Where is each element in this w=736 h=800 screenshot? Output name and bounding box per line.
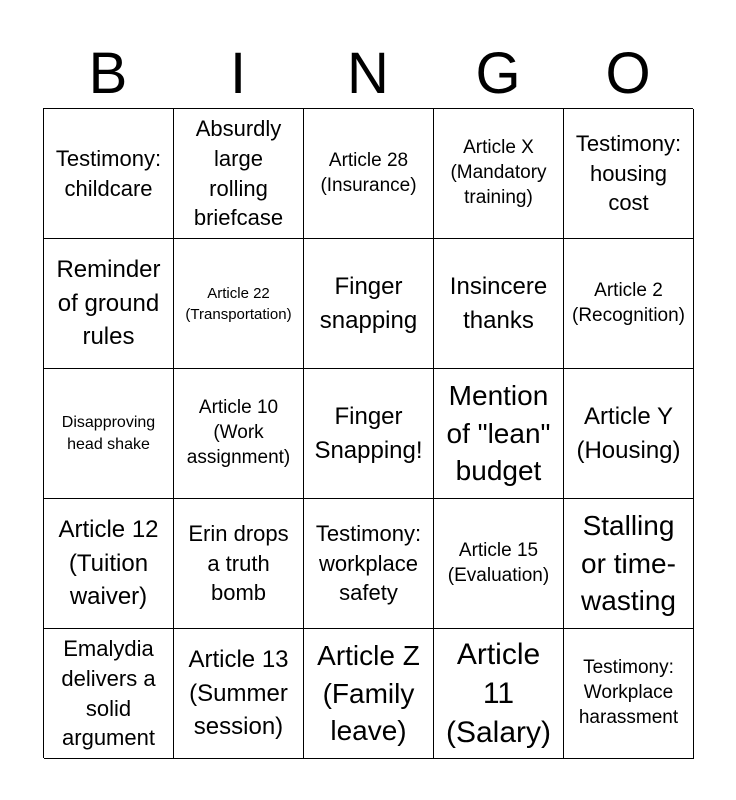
cell-label: Article Z (Family leave) bbox=[317, 639, 420, 747]
cell-label: Article X (Mandatory training) bbox=[450, 137, 547, 208]
cell-label: Reminder of ground rules bbox=[56, 256, 161, 351]
cell-label: Testimony: Workplace harassment bbox=[578, 657, 679, 728]
cell-label: Article 15 (Evaluation) bbox=[447, 539, 550, 586]
cell-label: Article 12 (Tuition waiver) bbox=[58, 516, 159, 611]
cell-label: Finger Snapping! bbox=[314, 402, 423, 464]
header-letter-b: B bbox=[88, 41, 128, 106]
bingo-cell[interactable] bbox=[564, 109, 694, 239]
cell-label: Testimony: housing cost bbox=[575, 130, 682, 216]
cell-label: Erin drops a truth bomb bbox=[188, 520, 289, 606]
cell-label: Article 22 (Transportation) bbox=[185, 284, 292, 323]
cell-label: Article 13 (Summer session) bbox=[188, 646, 289, 741]
cell-label: Stalling or time- wasting bbox=[581, 509, 676, 617]
cell-label: Testimony: workplace safety bbox=[315, 520, 422, 606]
bingo-cell[interactable] bbox=[564, 239, 694, 369]
bingo-cell[interactable] bbox=[44, 629, 174, 759]
bingo-board bbox=[43, 108, 693, 758]
bingo-cell[interactable] bbox=[564, 629, 694, 759]
cell-label: Article 10 (Work assignment) bbox=[186, 397, 291, 468]
cell-label: Article 28 (Insurance) bbox=[320, 149, 417, 196]
bingo-cell[interactable] bbox=[304, 629, 434, 759]
bingo-cell[interactable] bbox=[434, 629, 564, 759]
bingo-cell[interactable] bbox=[304, 369, 434, 499]
cell-label: Article Y (Housing) bbox=[576, 402, 681, 464]
cell-label: Disapproving head shake bbox=[61, 413, 156, 453]
bingo-cell[interactable] bbox=[44, 369, 174, 499]
header-letter-o: O bbox=[605, 41, 651, 106]
bingo-cell[interactable] bbox=[174, 239, 304, 369]
bingo-cell[interactable] bbox=[174, 369, 304, 499]
cell-label: Mention of "lean" budget bbox=[446, 379, 551, 487]
bingo-cell[interactable] bbox=[44, 109, 174, 239]
bingo-cell[interactable] bbox=[44, 239, 174, 369]
bingo-cell[interactable] bbox=[44, 499, 174, 629]
header-letter-n: N bbox=[347, 41, 389, 106]
bingo-cell[interactable] bbox=[434, 499, 564, 629]
bingo-header bbox=[43, 40, 693, 108]
bingo-cell[interactable] bbox=[434, 239, 564, 369]
cell-label: Finger snapping bbox=[319, 272, 418, 334]
cell-label: Absurdly large rolling briefcase bbox=[193, 116, 284, 231]
bingo-cell[interactable] bbox=[434, 369, 564, 499]
bingo-cell[interactable] bbox=[304, 239, 434, 369]
bingo-cell[interactable] bbox=[564, 499, 694, 629]
cell-label: Testimony: childcare bbox=[55, 145, 162, 201]
bingo-cell[interactable] bbox=[174, 499, 304, 629]
header-letter-g: G bbox=[475, 41, 521, 106]
cell-label: Article 2 (Recognition) bbox=[572, 279, 685, 326]
bingo-cell[interactable] bbox=[174, 629, 304, 759]
bingo-cell[interactable] bbox=[304, 499, 434, 629]
cell-label: Emalydia delivers a solid argument bbox=[61, 636, 156, 751]
header-letter-i: I bbox=[229, 41, 247, 106]
cell-label: Insincere thanks bbox=[449, 272, 548, 334]
cell-label: Article 11 (Salary) bbox=[445, 638, 551, 749]
bingo-cell[interactable] bbox=[434, 109, 564, 239]
bingo-cell[interactable] bbox=[304, 109, 434, 239]
bingo-cell[interactable] bbox=[174, 109, 304, 239]
bingo-cell[interactable] bbox=[564, 369, 694, 499]
